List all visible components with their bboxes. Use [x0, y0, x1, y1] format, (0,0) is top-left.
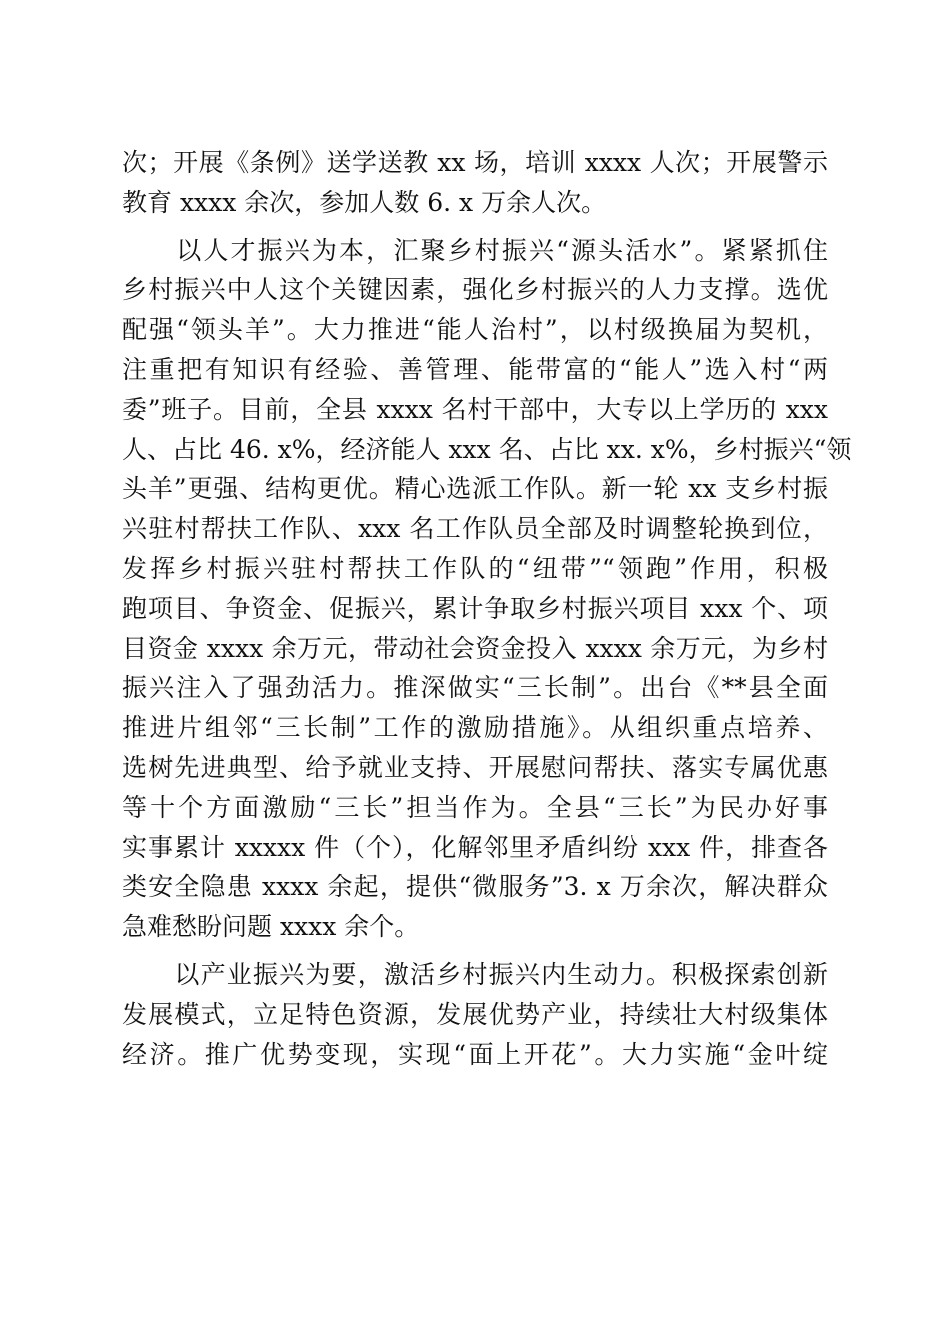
- text-line: 发展模式，立足特色资源，发展优势产业，持续壮大村级集体: [122, 999, 828, 1029]
- text-line: 次；开展《条例》送学送教 xx 场，培训 xxxx 人次；开展警示: [122, 148, 828, 177]
- text-line: 选树先进典型、给予就业支持、开展慰问帮扶、落实专属优惠: [122, 752, 828, 782]
- text-line: 经济。推广优势变现，实现“面上开花”。大力实施“金叶绽: [122, 1039, 828, 1069]
- text-line: 目资金 xxxx 余万元，带动社会资金投入 xxxx 余万元，为乡村: [122, 633, 828, 663]
- paragraph-spacer: [122, 223, 828, 231]
- text-line: 等十个方面激励“三长”担当作为。全县“三长”为民办好事: [122, 792, 828, 822]
- text-line: 教育 xxxx 余次，参加人数 6. x 万余人次。: [122, 187, 607, 217]
- text-line: 类安全隐患 xxxx 余起，提供“微服务”3. x 万余次，解决群众: [122, 872, 828, 902]
- text-line: 实事累计 xxxxx 件（个），化解邻里矛盾纠纷 xxx 件，排查各: [122, 832, 828, 862]
- text-line: 兴驻村帮扶工作队、xxx 名工作队员全部及时调整轮换到位，: [122, 514, 828, 544]
- text-line: 头羊”更强、结构更优。精心选派工作队。新一轮 xx 支乡村振: [122, 474, 828, 504]
- text-line: 振兴注入了强劲活力。推深做实“三长制”。出台《**县全面: [122, 673, 828, 703]
- text-line: 配强“领头羊”。大力推进“能人治村”，以村级换届为契机，: [122, 315, 828, 345]
- text-line: 推进片组邻“三长制”工作的激励措施》。从组织重点培养、: [122, 713, 828, 743]
- document-body: [122, 143, 852, 1074]
- text-line: 乡村振兴中人这个关键因素，强化乡村振兴的人力支撑。选优: [122, 275, 828, 305]
- text-line: 人、占比 46. x%，经济能人 xxx 名、占比 xx. x%，乡村振兴“领: [122, 434, 852, 464]
- text-line: 以产业振兴为要，激活乡村振兴内生动力。积极探索创新: [122, 959, 828, 989]
- text-line: 注重把有知识有经验、善管理、能带富的“能人”选入村“两: [122, 354, 828, 384]
- paragraph-spacer: [122, 947, 828, 955]
- text-line: 急难愁盼问题 xxxx 余个。: [122, 912, 420, 942]
- text-line: 跑项目、争资金、促振兴，累计争取乡村振兴项目 xxx 个、项: [122, 593, 828, 623]
- text-line: 以人才振兴为本，汇聚乡村振兴“源头活水”。紧紧抓住: [122, 235, 828, 265]
- text-line: 发挥乡村振兴驻村帮扶工作队的“纽带”“领跑”作用，积极: [122, 553, 828, 583]
- text-line: 委”班子。目前，全县 xxxx 名村干部中，大专以上学历的 xxx: [122, 394, 828, 424]
